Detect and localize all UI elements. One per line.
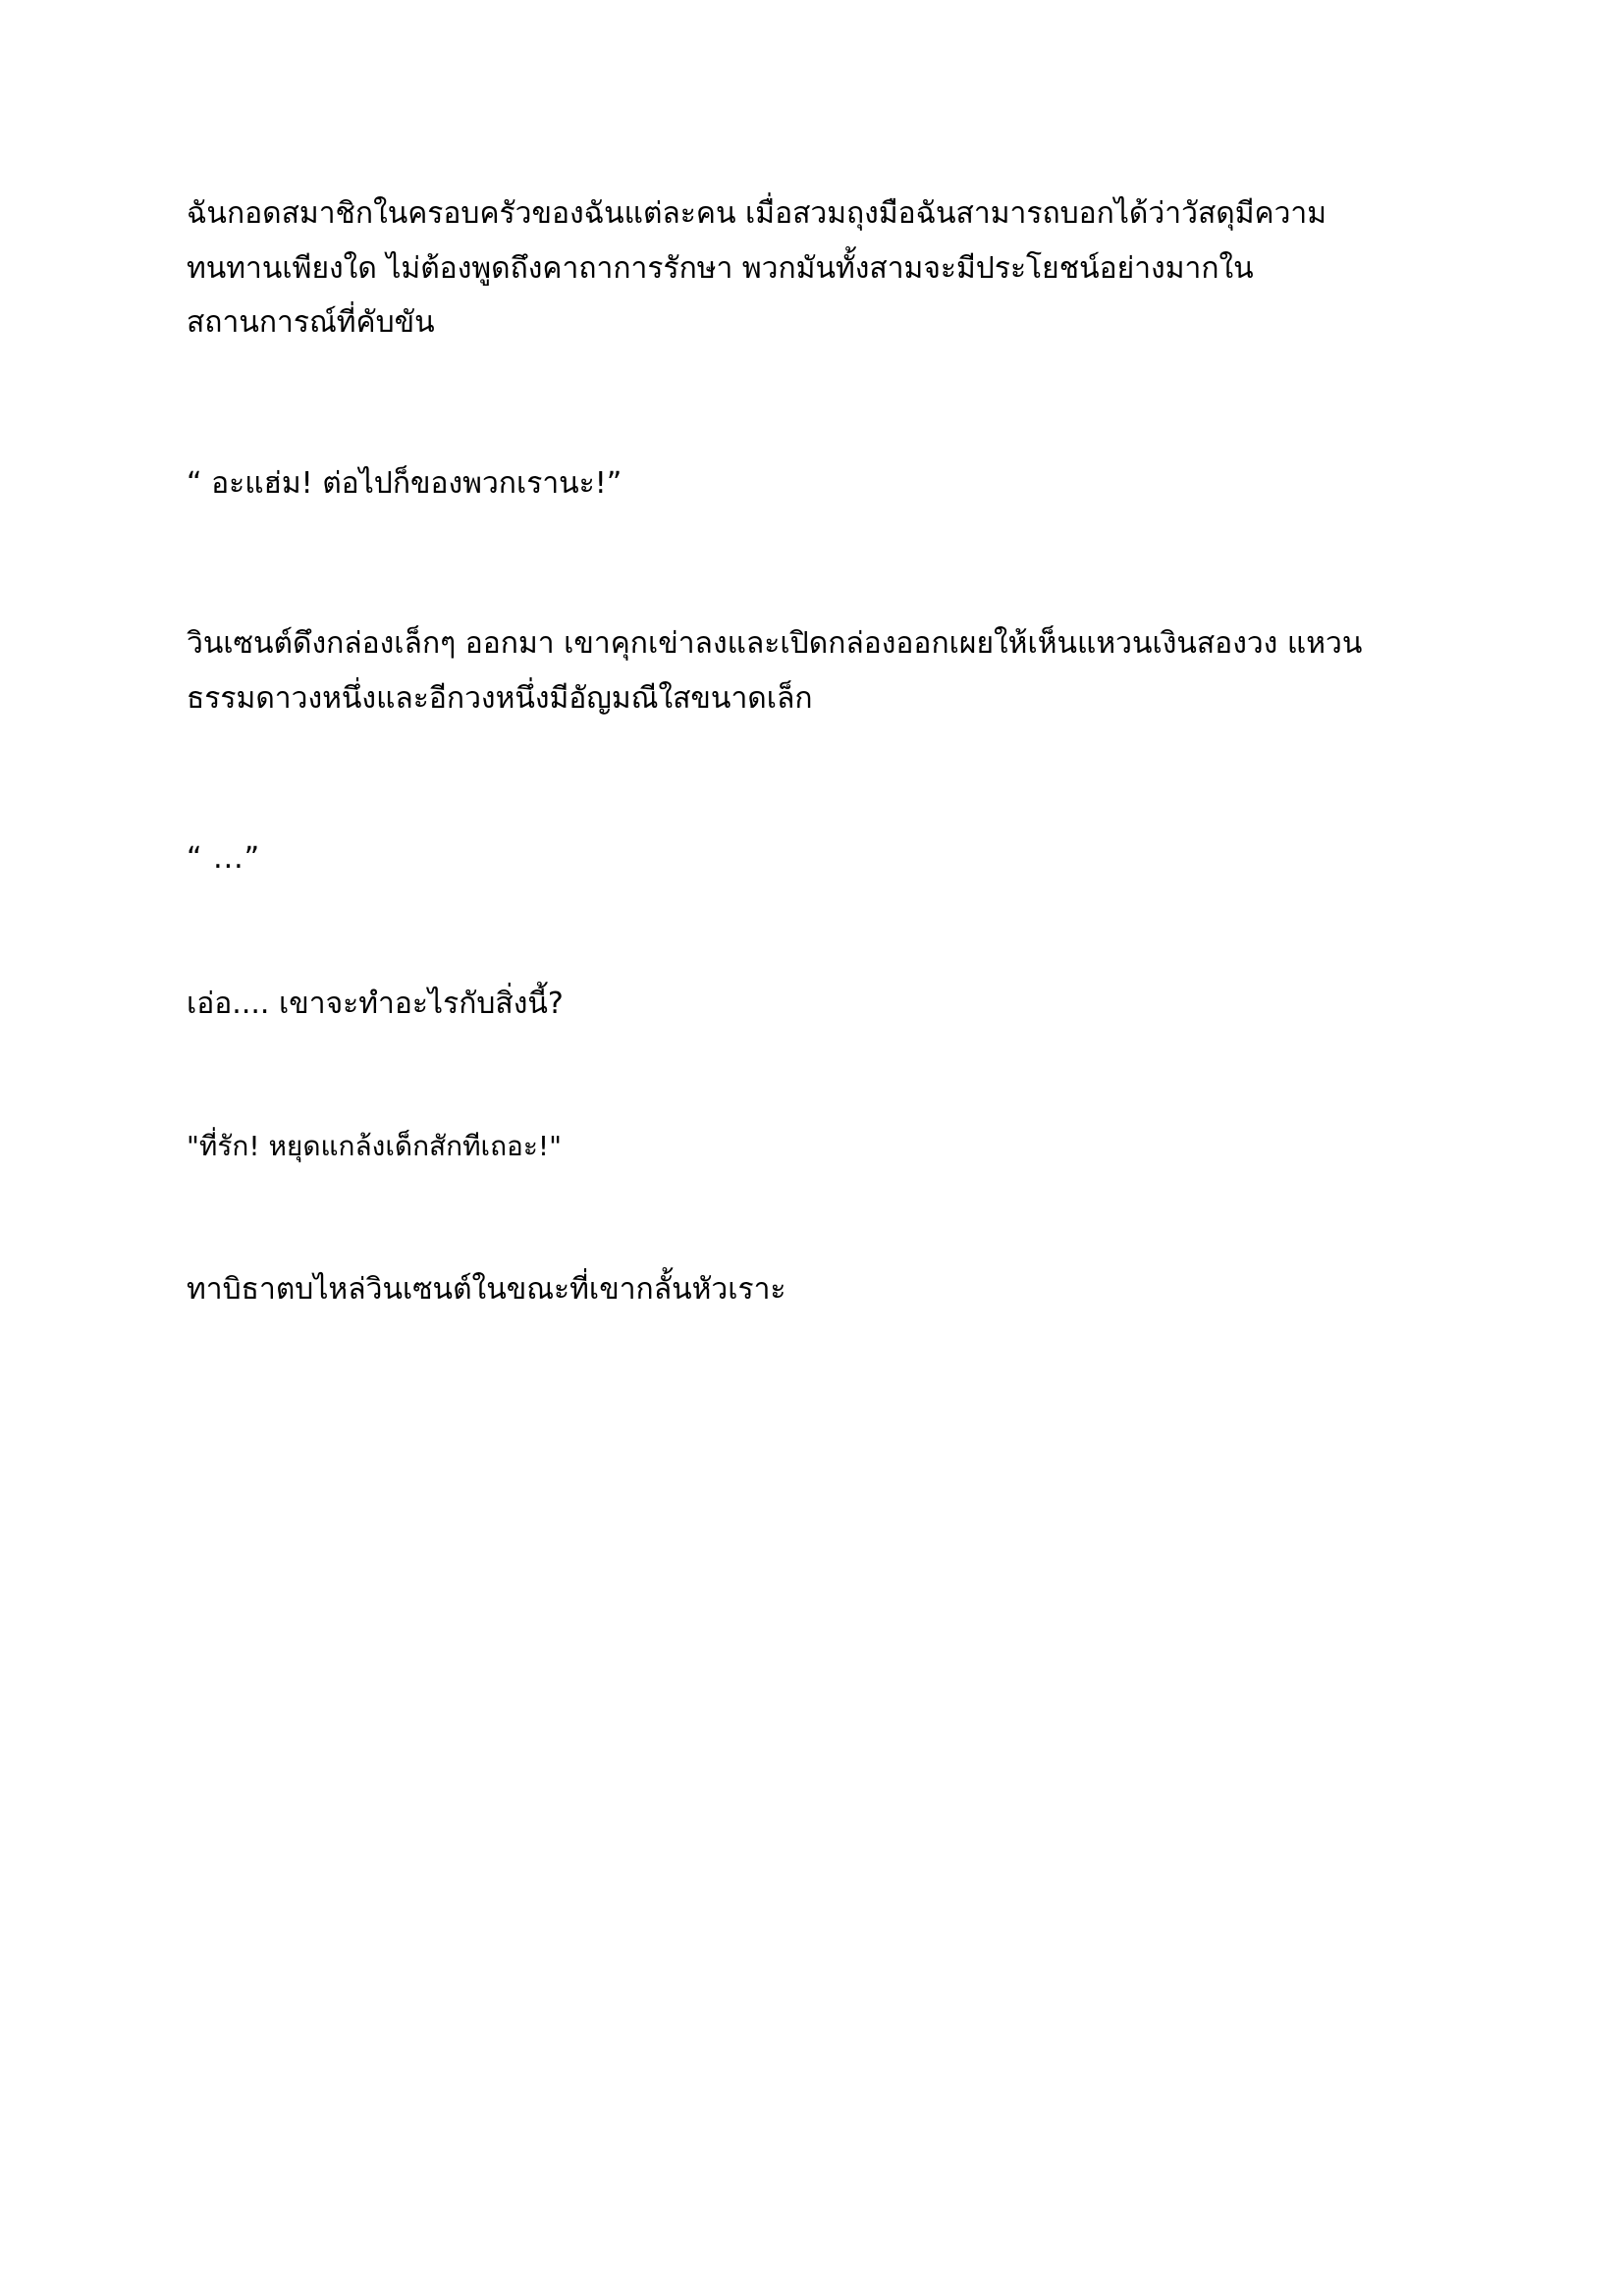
paragraph-7: ทาบิธาตบไหล่วินเซนต์ในขณะที่เขากลั้นหัวเราะ [187,1271,786,1307]
paragraph-2: “ อะแฮ่ม! ต่อไปก็ของพวกเรานะ!” [187,465,623,501]
paragraph-4: “ ...” [187,841,261,876]
paragraph-5: เอ่อ.... เขาจะทำอะไรกับสิ่งนี้? [187,986,564,1021]
paragraph-3: วินเซนต์ดึงกล่องเล็กๆ ออกมา เขาคุกเข่าลงและเปิดกล่องออกเผยให้เห็นแหวนเงินสองวง แหวนธรรมดาวงหนึ่งและอีกวงหนึ่งมีอัญมณีใสขนาดเล็ก [187,626,1363,716]
document-body [187,187,1375,1316]
paragraph-1: ฉันกอดสมาชิกในครอบครัวของฉันแต่ละคน เมื่อสวมถุงมือฉันสามารถบอกได้ว่าวัสดุมีความทนทานเพียงใด ไม่ต้องพูดถึงคาถาการรักษา พวกมันทั้งสามจะมีประโยชน์อย่างมากในสถานการณ์ที่คับขัน [187,196,1327,340]
paragraph-6: "ที่รัก! หยุดแกล้งเด็กสักทีเถอะ!" [187,1130,563,1162]
